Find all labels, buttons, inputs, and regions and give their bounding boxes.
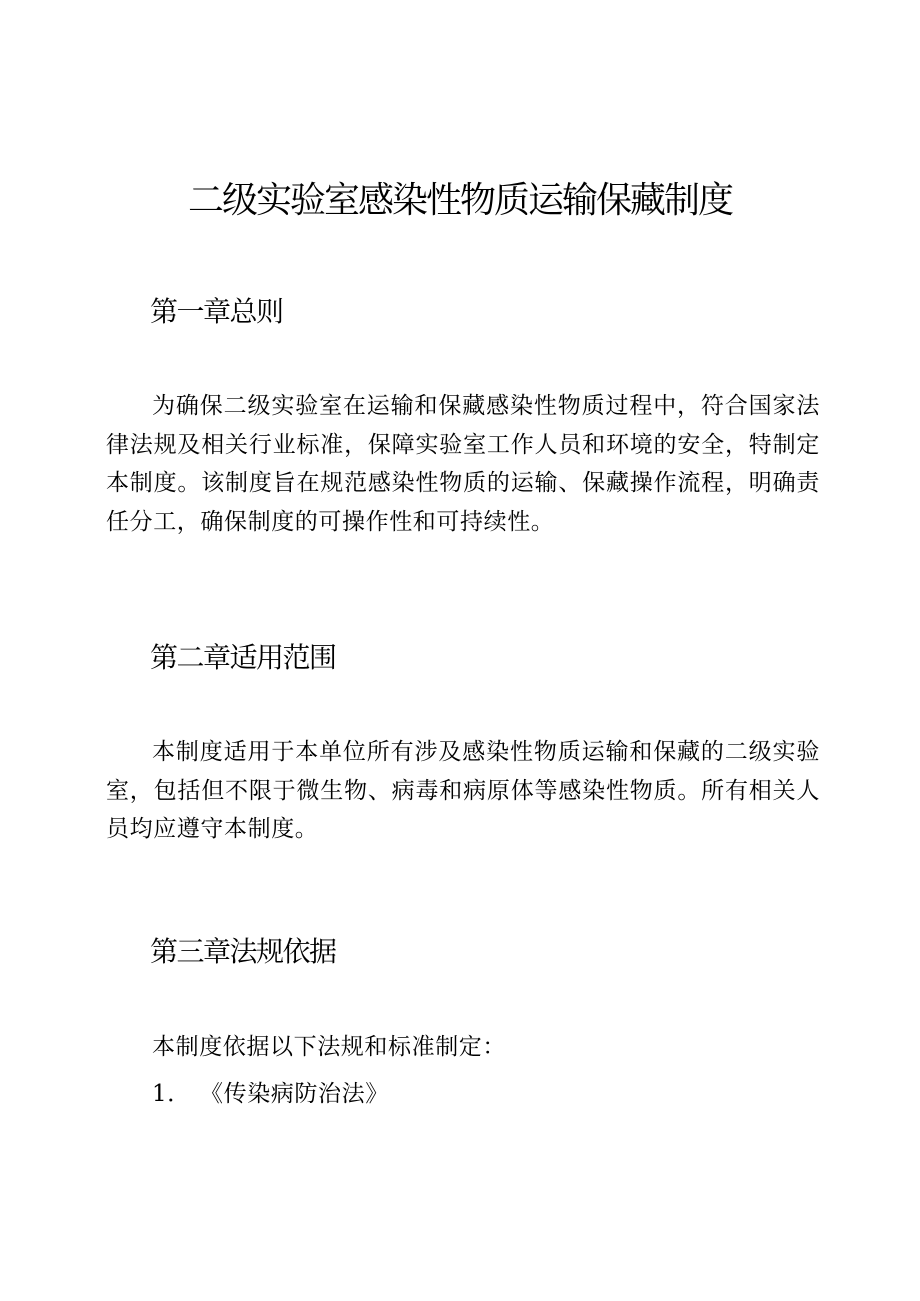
list-item-number: 1． bbox=[152, 1081, 191, 1107]
chapter-2-paragraph: 本制度适用于本单位所有涉及感染性物质运输和保藏的二级实验室，包括但不限于微生物、病毒和病原体等感染性物质。所有相关人员均应遵守本制度。 bbox=[106, 739, 820, 842]
chapter-3-heading: 第三章法规依据 bbox=[150, 935, 336, 968]
list-item bbox=[152, 1075, 389, 1113]
chapter-1-heading: 第一章总则 bbox=[150, 295, 283, 328]
list-item-text: 《传染病防治法》 bbox=[200, 1081, 389, 1107]
document-title: 二级实验室感染性物质运输保藏制度 bbox=[187, 180, 732, 221]
chapter-2-heading: 第二章适用范围 bbox=[150, 641, 336, 674]
chapter-3-intro: 本制度依据以下法规和标准制定： bbox=[152, 1034, 506, 1060]
chapter-1-paragraph: 为确保二级实验室在运输和保藏感染性物质过程中，符合国家法律法规及相关行业标准，保障实验室工作人员和环境的安全，特制定本制度。该制度旨在规范感染性物质的运输、保藏操作流程，明确责任分工，确保制度的可操作性和可持续性。 bbox=[106, 393, 820, 535]
